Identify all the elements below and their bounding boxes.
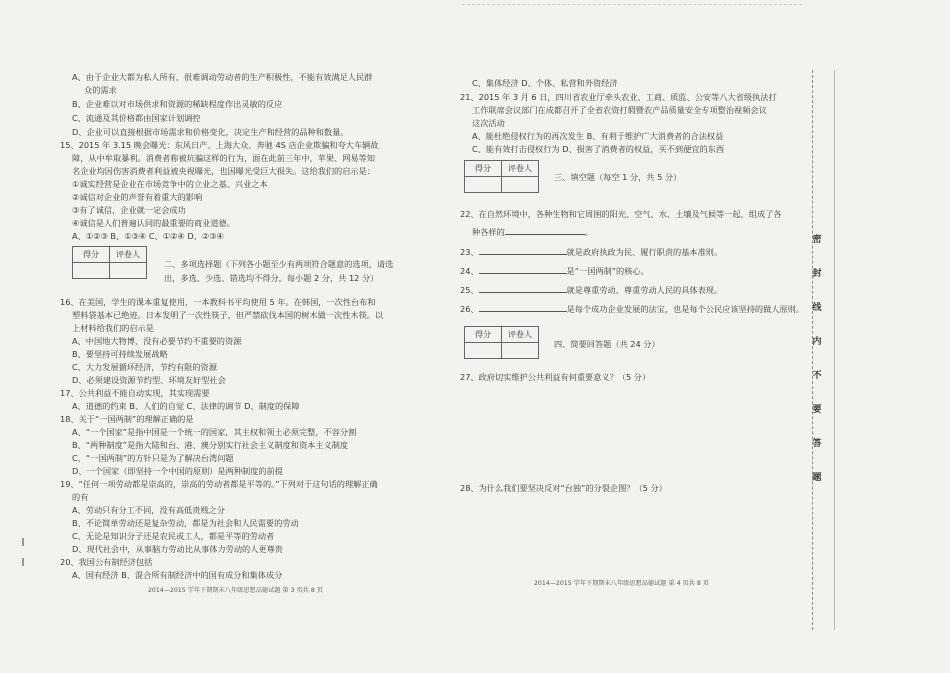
text-line: A、能杜绝侵权行为的再次发生 B、有利于维护广大消费者的合法权益 [472, 131, 724, 141]
seal-char: 题 [812, 473, 822, 483]
text-line [460, 283, 722, 295]
text-line: ①诚实经营是企业在市场竞争中的立业之基、兴业之本 [72, 179, 268, 189]
question-text: 27、政府切实维护公共利益有何重要意义？（5 分） [460, 372, 651, 382]
text-line: C、“一国两制”的方针只是为了解决台湾问题 [72, 453, 234, 463]
text-line: A、道德的约束 B、人们的自觉 C、法律的调节 D、制度的保障 [72, 401, 300, 411]
grader-label: 评卷人 [502, 161, 539, 177]
text-line: 这次活动 [472, 118, 505, 128]
score-label: 得分 [465, 327, 502, 343]
seal-char: 要 [812, 405, 822, 415]
text-line: D、现代社会中，从事脑力劳动比从事体力劳动的人更尊贵 [72, 544, 283, 554]
text-line: A、由于企业大都为私人所有，很难调动劳动者的生产积极性，不能有效满足人民群 [72, 72, 373, 82]
text-line: ③有了诚信，企业就一定会成功 [72, 205, 186, 215]
question-text: 就是尊重劳动、尊重劳动人民的具体表现。 [566, 285, 723, 295]
text-line: D、一个国家（即坚持一个中国的原则）是两种制度的前提 [72, 466, 283, 476]
page-footer: 2014—2015 学年下期期末八年级思想品德试题 第 3 页共 8 页 [148, 587, 323, 594]
score-label: 得分 [465, 161, 502, 177]
question-text: 是每个成功企业发展的法宝，也是每个公民应该坚持的做人原则。 [566, 304, 805, 314]
staple-mark [22, 538, 24, 546]
fill-blank[interactable] [479, 302, 567, 312]
text-line: B、要坚持可持续发展战略 [72, 349, 168, 359]
text-line: 18、关于“一国两制”的理解正确的是 [60, 414, 194, 424]
text-line: 障，从中牟取暴利。消费者称被坑骗这样的行为，面在此前三年中，苹果、网易等知 [72, 153, 375, 163]
seal-char: 不 [812, 371, 822, 381]
question-text: 是“一国两制”的核心。 [566, 266, 649, 276]
fill-blank[interactable] [479, 264, 567, 274]
text-line [460, 245, 722, 257]
text-line: B、“两种制度”是指大陆和台、港、澳分别实行社会主义制度和资本主义制度 [72, 440, 349, 450]
text-line: ④诚信是人们普遍认同的最重要的商业道德。 [72, 218, 235, 228]
text-line [460, 264, 649, 276]
grader-label: 评卷人 [110, 247, 147, 263]
score-label: 得分 [73, 247, 110, 263]
score-table [464, 326, 539, 359]
margin-line [834, 70, 835, 630]
text-line: 16、在美国，学生的课本重复使用，一本教科书平均使用 5 年。在韩国，一次性台布和 [60, 297, 376, 307]
text-line: C、无论是知识分子还是农民或工人，都是平等的劳动者 [72, 531, 275, 541]
text-line: 名企业均因伤害消费者利益被央视曝光，也因曝光受巨大损失。这给我们的启示是： [72, 166, 375, 176]
grader-label: 评卷人 [502, 327, 539, 343]
question-number: 25、 [460, 285, 479, 295]
text-line: A、“一个国家”是指中国是一个统一的国家，其主权和领土必须完整，不容分割 [72, 427, 357, 437]
right-page [460, 0, 812, 673]
text-line: C、大力发展循环经济，节约有限的资源 [72, 362, 217, 372]
seal-char: 密 [812, 235, 822, 245]
fill-blank[interactable] [479, 245, 567, 255]
score-table [464, 160, 539, 193]
text-line: C、流通及其价格都由国家计划调控 [72, 113, 201, 123]
seal-char: 答 [812, 439, 822, 449]
seal-char: 封 [812, 269, 822, 279]
fill-blank[interactable] [505, 225, 585, 235]
text-line: D、企业可以直接根据市场需求和价格变化，决定生产和经营的品种和数量。 [72, 127, 349, 137]
text-line: A、劳动只有分工不同，没有高低贵贱之分 [72, 505, 225, 515]
score-table [72, 246, 147, 279]
score-cell [465, 343, 502, 359]
fill-blank[interactable] [479, 283, 567, 293]
text-line [460, 302, 804, 314]
text-line: 19、“任何一项劳动都是崇高的，崇高的劳动者都是平等的。”下列对于这句话的理解正确 [60, 479, 378, 489]
text-line: 22、在自然环境中，各种生物和它周围的阳光、空气、水、土壤及气候等一起，组成了各 [460, 209, 782, 219]
blank-prefix: 种各样的 [472, 227, 505, 237]
left-page [0, 0, 460, 673]
text-line: 的有 [72, 492, 89, 502]
text-line: 众的需求 [84, 85, 117, 95]
question-number: 24、 [460, 266, 479, 276]
grader-cell [110, 263, 147, 279]
text-line: 上材料给我们的启示是 [72, 323, 154, 333]
grader-cell [502, 177, 539, 193]
question-number: 26、 [460, 304, 479, 314]
text-line: 21、2015 年 3 月 6 日，四川省农业厅牵头农业、工商、质监、公安等八大省级执法打 [460, 92, 777, 102]
section-title: 四、简要回答题（共 24 分） [554, 339, 660, 349]
score-cell [73, 263, 110, 279]
page-footer: 2014—2015 学年下期期末八年级思想品德试题 第 4 页共 8 页 [534, 580, 709, 587]
text-line: 塑料袋基本已绝迹。日本发明了一次性筷子，但严禁砍伐本国的树木做一次性木筷。以 [72, 310, 384, 320]
question-text: 28、为什么我们要坚决反对“台独”的分裂企图？（5 分） [460, 483, 667, 493]
question-number: 23、 [460, 247, 479, 257]
score-cell [465, 177, 502, 193]
seal-char: 内 [812, 337, 822, 347]
text-line: D、必须建设资源节约型、环境友好型社会 [72, 375, 226, 385]
text-line: 20、我国公有制经济包括 [60, 557, 153, 567]
staple-mark [22, 558, 24, 566]
text-line: C、能有效打击侵权行为 D、损害了消费者的权益，买不到便宜的东西 [472, 144, 725, 154]
seal-char: 线 [812, 303, 822, 313]
text-line: 17、公共利益不能自动实现，其实现需要 [60, 388, 210, 398]
text-line: A、国有经济 B、混合所有制经济中的国有成分和集体成分 [72, 570, 283, 580]
text-line: A、①②③ B、①③④ C、①②④ D、②③④ [72, 231, 224, 241]
text-line [472, 225, 593, 237]
text-line: 工作联席会议部门在成都召开了全省农资打假暨农产品质量安全专项整治视频会议 [472, 105, 767, 115]
text-line: B、企业难以对市场供求和资源的稀缺程度作出灵敏的反应 [72, 99, 283, 109]
section-title: 二、多项选择题（下列各小题至少有两项符合题意的选项，请选 [164, 259, 394, 269]
grader-cell [502, 343, 539, 359]
text-line: C、集体经济 D、个体、私营和外资经济 [472, 78, 618, 88]
question-text: 就是政府执政为民、履行职责的基本准则。 [566, 247, 723, 257]
section-title: 出，多选、少选、错选均不得分，每小题 2 分，共 12 分） [164, 273, 379, 283]
text-line: A、中国地大物博，没有必要节约不重要的资源 [72, 336, 242, 346]
text-line: B、不论简单劳动还是复杂劳动，都是为社会和人民需要的劳动 [72, 518, 299, 528]
section-title: 三、填空题（每空 1 分，共 5 分） [554, 172, 682, 182]
blank-suffix: 。 [584, 227, 593, 237]
text-line: ②诚信对企业的声誉有着重大的影响 [72, 192, 203, 202]
text-line: 15、2015 年 3.15 晚会曝光：东风日产、上海大众、奔驰 4S 店企业欺骗和夸大车辆故 [60, 140, 379, 150]
seal-line-text [808, 232, 826, 504]
